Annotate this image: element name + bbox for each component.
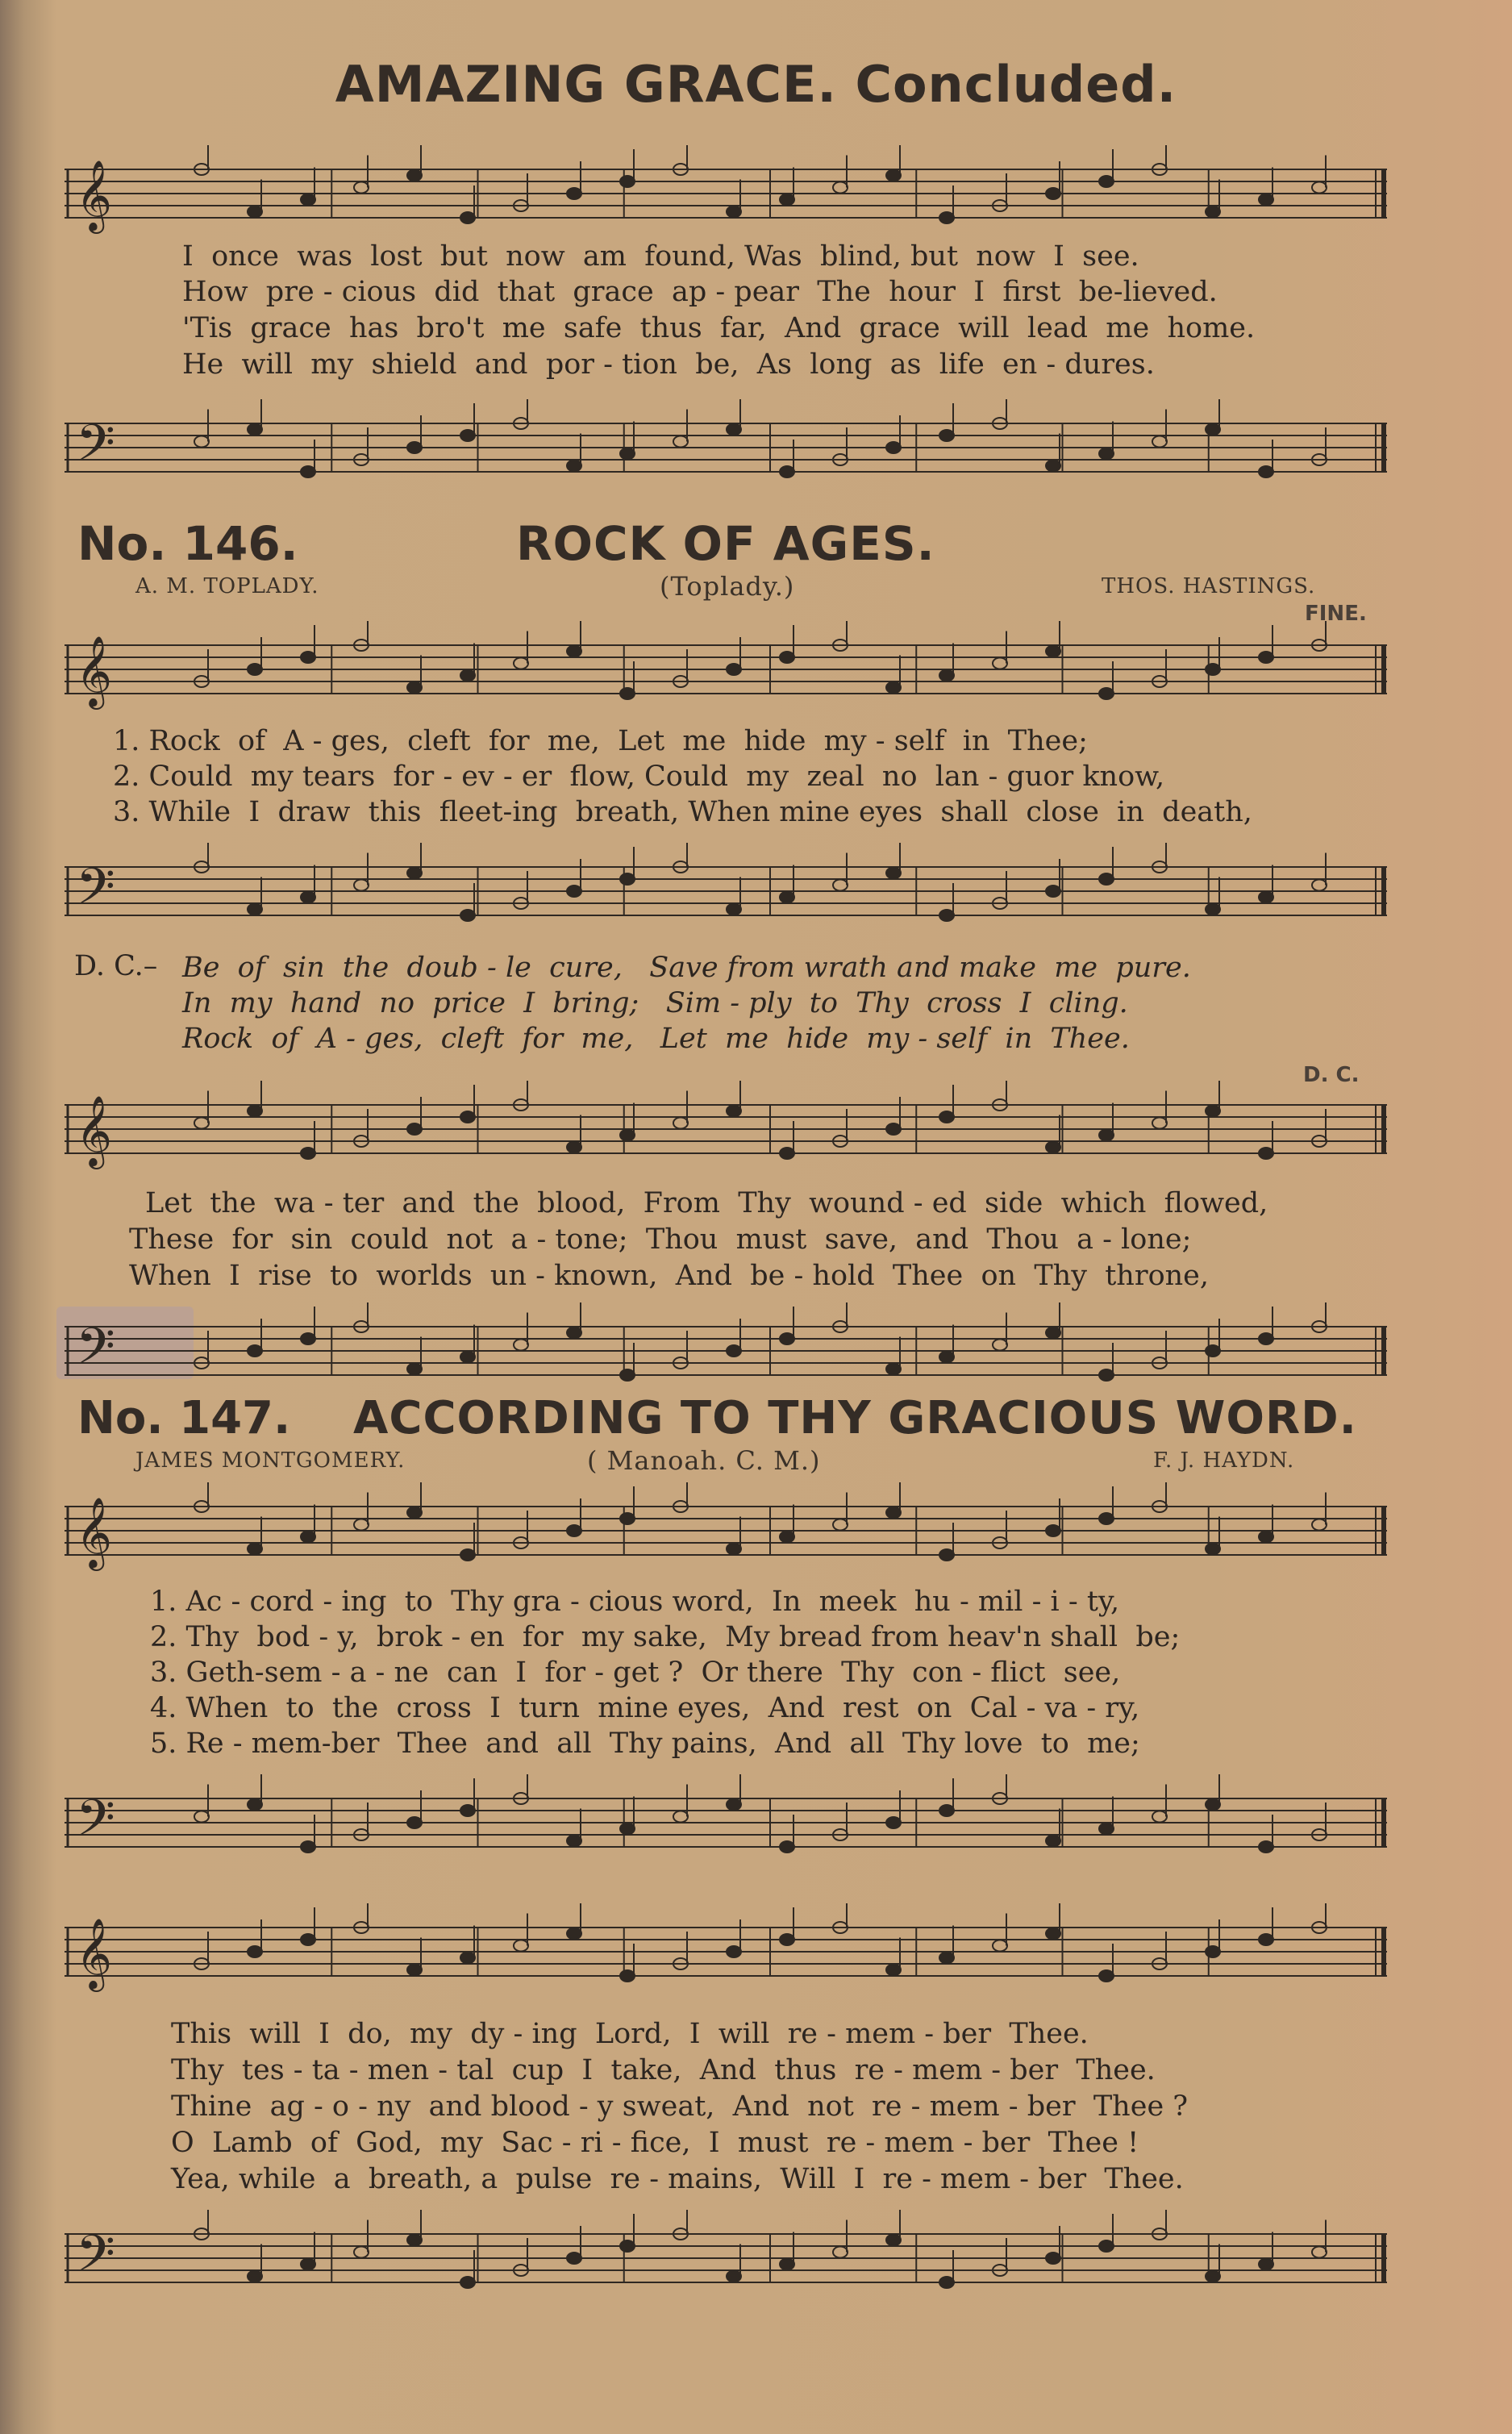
gracious-verse-2-line-4: O Lamb of God, my Sac - ri - fice, I must re - mem - ber Thee ! (171, 2127, 1139, 2159)
note-head (1206, 1544, 1220, 1555)
note-head (780, 2259, 794, 2270)
note-head (194, 1118, 209, 1129)
note-head (248, 1946, 262, 1957)
note-head (1099, 688, 1114, 699)
bass-staff-gracious-word-1 (65, 1774, 1395, 1871)
note-head (1046, 1327, 1060, 1339)
gracious-verse-3: 3. Geth-sem - a - ne can I for - get ? Or there Thy con - flict see, (150, 1657, 1121, 1689)
note-head (727, 1544, 741, 1555)
note-head (727, 1106, 741, 1117)
note-head (1046, 646, 1060, 657)
clef-icon: 𝄢 (76, 1788, 115, 1860)
note-head (620, 1130, 635, 1141)
note-head (354, 182, 369, 194)
note-head (727, 904, 741, 915)
note-head (248, 206, 262, 218)
note-head (1259, 194, 1273, 206)
note-head (939, 212, 954, 223)
note-head (460, 1805, 475, 1816)
note-head (460, 212, 475, 223)
note-head (1206, 424, 1220, 436)
note-head (567, 461, 581, 472)
note-head (248, 1106, 262, 1117)
hymn-147-tune: ( Manoah. C. M.) (587, 1445, 821, 1476)
note-head (1046, 188, 1060, 199)
staff-lines (65, 1774, 1395, 1871)
note-head (1259, 1934, 1273, 1945)
clef-icon: 𝄢 (76, 413, 115, 485)
note-head (354, 2247, 369, 2258)
page-title: AMAZING GRACE. Concluded. (335, 55, 1177, 114)
note-head (886, 1123, 901, 1135)
note-head (1259, 892, 1273, 903)
note-head (727, 424, 741, 436)
note-head (354, 880, 369, 891)
note-head (1206, 206, 1220, 218)
rock-verse-2-line-1: Let the wa - ter and the blood, From Thy wound - ed side which flowed, (145, 1187, 1268, 1219)
staff-lines (65, 621, 1395, 718)
note-head (1099, 1130, 1114, 1141)
note-head (1259, 1333, 1273, 1344)
bass-staff-rock-of-ages-2 (65, 1302, 1395, 1399)
note-head (673, 1811, 688, 1823)
note-head (993, 1340, 1007, 1351)
note-head (1206, 904, 1220, 915)
note-head (727, 1946, 741, 1957)
rock-verse-2: 2. Could my tears for - ev - er flow, Could my zeal no lan - guor know, (113, 761, 1165, 793)
note-head (301, 194, 315, 206)
hymn-146-title: ROCK OF AGES. (516, 516, 935, 571)
clef-icon: 𝄢 (76, 1316, 115, 1388)
note-head (1152, 436, 1167, 448)
clef-icon: 𝄞 (76, 159, 112, 231)
hymn-146-number: No. 146. (77, 516, 298, 571)
note-head (407, 1507, 422, 1519)
note-head (620, 873, 635, 885)
note-head (1046, 461, 1060, 472)
note-head (460, 670, 475, 681)
note-head (301, 1148, 315, 1159)
note-head (780, 1841, 794, 1853)
note-head (1099, 1823, 1114, 1835)
note-head (620, 1970, 635, 1982)
hymn-147-title: ACCORDING TO THY GRACIOUS WORD. (353, 1392, 1357, 1444)
note-head (620, 1513, 635, 1524)
note-head (1312, 182, 1327, 194)
note-head (1099, 176, 1114, 187)
note-head (727, 664, 741, 675)
amazing-grace-verse-3: 'Tis grace has bro't me safe thus far, And grace will lead me home. (182, 312, 1256, 344)
note-head (620, 1369, 635, 1381)
note-head (1312, 2247, 1327, 2258)
staff-lines (65, 1081, 1395, 1177)
amazing-grace-verse-1: I once was lost but now am found, Was blind, but now I see. (182, 240, 1139, 273)
gracious-verse-4: 4. When to the cross I turn mine eyes, And rest on Cal - va - ry, (150, 1692, 1140, 1724)
amazing-grace-verse-2: How pre - cious did that grace ap - pear The hour I first be-lieved. (182, 276, 1218, 308)
note-head (354, 1519, 369, 1531)
note-head (1259, 1841, 1273, 1853)
note-head (194, 436, 209, 448)
staff-lines (65, 843, 1395, 940)
clef-icon: 𝄞 (76, 1917, 112, 1989)
note-head (620, 1823, 635, 1835)
note-head (248, 1544, 262, 1555)
treble-staff-gracious-word-1 (65, 1482, 1395, 1579)
note-head (886, 868, 901, 879)
note-head (248, 424, 262, 436)
note-head (1046, 886, 1060, 897)
note-head (886, 1507, 901, 1519)
gracious-verse-2-line-5: Yea, while a breath, a pulse re - mains, Will I re - mem - ber Thee. (171, 2163, 1184, 2195)
note-head (1046, 1836, 1060, 1847)
note-head (780, 466, 794, 477)
note-head (673, 1118, 688, 1129)
note-head (407, 442, 422, 453)
note-head (301, 2259, 315, 2270)
note-head (1259, 466, 1273, 477)
note-head (248, 2271, 262, 2282)
dc-line-2: In my hand no price I bring; Sim - ply to Thy cross I cling. (182, 987, 1128, 1019)
note-head (886, 170, 901, 181)
note-head (460, 910, 475, 921)
note-head (248, 904, 262, 915)
note-head (301, 1934, 315, 1945)
note-head (1206, 664, 1220, 675)
note-head (993, 658, 1007, 669)
note-head (407, 682, 422, 694)
note-head (833, 880, 848, 891)
note-head (248, 1345, 262, 1357)
gracious-verse-2: 2. Thy bod - y, brok - en for my sake, My bread from heav'n shall be; (150, 1621, 1181, 1653)
note-head (886, 442, 901, 453)
note-head (939, 670, 954, 681)
staff-lines (65, 1482, 1395, 1579)
note-head (833, 1519, 848, 1531)
note-head (567, 1836, 581, 1847)
clef-icon: 𝄞 (76, 1094, 112, 1166)
rock-verse-1: 1. Rock of A - ges, cleft for me, Let me hide my - self in Thee; (113, 725, 1088, 757)
note-head (1099, 1970, 1114, 1982)
note-head (567, 886, 581, 897)
note-head (833, 182, 848, 194)
note-head (194, 1811, 209, 1823)
gracious-verse-2-line-2: Thy tes - ta - men - tal cup I take, And thus re - mem - ber Thee. (171, 2054, 1156, 2086)
staff-lines (65, 1302, 1395, 1399)
note-head (780, 892, 794, 903)
dc-line-1: Be of sin the doub - le cure, Save from wrath and make me pure. (182, 952, 1191, 984)
rock-verse-3: 3. While I draw this fleet-ing breath, When mine eyes shall close in death, (113, 796, 1252, 828)
note-head (939, 430, 954, 441)
note-head (567, 2253, 581, 2264)
clef-icon: 𝄞 (76, 635, 112, 706)
fine-mark: FINE. (1305, 602, 1367, 626)
note-head (886, 682, 901, 694)
note-head (1259, 1148, 1273, 1159)
note-head (939, 1549, 954, 1561)
note-head (886, 2235, 901, 2246)
note-head (939, 2277, 954, 2288)
bass-staff-amazing-grace (65, 399, 1395, 496)
note-head (780, 194, 794, 206)
note-head (1099, 448, 1114, 460)
note-head (567, 188, 581, 199)
clef-icon: 𝄢 (76, 2224, 115, 2295)
note-head (514, 1940, 528, 1952)
note-head (1152, 1118, 1167, 1129)
note-head (460, 1111, 475, 1123)
note-head (620, 688, 635, 699)
note-head (301, 892, 315, 903)
staff-lines (65, 399, 1395, 496)
note-head (514, 658, 528, 669)
hymn-146-author: A. M. TOPLADY. (135, 574, 319, 598)
rock-verse-2-line-2: These for sin could not a - tone; Thou must save, and Thou a - lone; (129, 1223, 1192, 1256)
note-head (939, 910, 954, 921)
hymn-147-composer: F. J. HAYDN. (1153, 1448, 1295, 1473)
note-head (1206, 1345, 1220, 1357)
note-head (407, 868, 422, 879)
note-head (407, 1364, 422, 1375)
dc-mark: D. C. (1303, 1063, 1360, 1087)
treble-staff-gracious-word-2 (65, 1903, 1395, 2000)
treble-staff-amazing-grace (65, 145, 1395, 242)
note-head (1099, 1369, 1114, 1381)
note-head (1046, 1142, 1060, 1153)
note-head (567, 646, 581, 657)
amazing-grace-verse-4: He will my shield and por - tion be, As long as life en - dures. (182, 348, 1155, 381)
note-head (1152, 1811, 1167, 1823)
note-head (780, 652, 794, 663)
note-head (939, 1805, 954, 1816)
note-head (620, 176, 635, 187)
note-head (460, 2277, 475, 2288)
note-head (1099, 873, 1114, 885)
note-head (886, 1817, 901, 1828)
note-head (780, 1532, 794, 1543)
note-head (939, 1352, 954, 1363)
note-head (939, 1953, 954, 1964)
note-head (780, 1148, 794, 1159)
dc-label: D. C.– (74, 950, 158, 982)
gracious-verse-2-line-3: Thine ag - o - ny and blood - y sweat, And not re - mem - ber Thee ? (171, 2090, 1189, 2123)
note-head (407, 1123, 422, 1135)
note-head (248, 1799, 262, 1811)
note-head (780, 1934, 794, 1945)
treble-staff-rock-of-ages-2 (65, 1081, 1395, 1177)
note-head (301, 652, 315, 663)
gracious-verse-1: 1. Ac - cord - ing to Thy gra - cious word, In meek hu - mil - i - ty, (150, 1586, 1120, 1618)
note-head (301, 1532, 315, 1543)
note-head (248, 664, 262, 675)
note-head (460, 1953, 475, 1964)
staff-lines (65, 2210, 1395, 2307)
note-head (886, 1364, 901, 1375)
note-head (1206, 1799, 1220, 1811)
note-head (301, 1841, 315, 1853)
note-head (301, 466, 315, 477)
note-head (1046, 2253, 1060, 2264)
note-head (567, 1928, 581, 1940)
hymn-147-number: No. 147. (77, 1392, 291, 1444)
note-head (620, 448, 635, 460)
dc-line-3: Rock of A - ges, cleft for me, Let me hide my - self in Thee. (182, 1023, 1130, 1055)
clef-icon: 𝄢 (76, 856, 115, 928)
note-head (567, 1327, 581, 1339)
note-head (460, 1352, 475, 1363)
note-head (727, 206, 741, 218)
note-head (939, 1111, 954, 1123)
note-head (1206, 1106, 1220, 1117)
note-head (727, 1799, 741, 1811)
rock-verse-2-line-3: When I rise to worlds un - known, And be - hold Thee on Thy throne, (129, 1260, 1210, 1292)
note-head (1099, 1513, 1114, 1524)
note-head (407, 170, 422, 181)
note-head (1206, 1946, 1220, 1957)
note-head (1312, 880, 1327, 891)
gracious-verse-5: 5. Re - mem-ber Thee and all Thy pains, And all Thy love to me; (150, 1728, 1140, 1760)
hymn-146-tune: (Toplady.) (660, 571, 795, 602)
note-head (514, 1340, 528, 1351)
note-head (407, 1817, 422, 1828)
bass-staff-rock-of-ages-1 (65, 843, 1395, 940)
note-head (673, 436, 688, 448)
clef-icon: 𝄞 (76, 1496, 112, 1568)
note-head (620, 2240, 635, 2252)
note-head (460, 1549, 475, 1561)
note-head (886, 1965, 901, 1976)
note-head (301, 1333, 315, 1344)
note-head (727, 1345, 741, 1357)
note-head (1259, 1532, 1273, 1543)
note-head (1099, 2240, 1114, 2252)
note-head (833, 2247, 848, 2258)
hymn-146-composer: THOS. HASTINGS. (1102, 574, 1316, 598)
bass-staff-gracious-word-2 (65, 2210, 1395, 2307)
note-head (407, 2235, 422, 2246)
note-head (993, 1940, 1007, 1952)
note-head (1206, 2271, 1220, 2282)
note-head (460, 430, 475, 441)
treble-staff-rock-of-ages-1 (65, 621, 1395, 718)
note-head (1259, 652, 1273, 663)
staff-lines (65, 1903, 1395, 2000)
note-head (1259, 2259, 1273, 2270)
note-head (1046, 1525, 1060, 1536)
note-head (727, 2271, 741, 2282)
gracious-verse-2-line-1: This will I do, my dy - ing Lord, I will re - mem - ber Thee. (171, 2018, 1089, 2050)
note-head (407, 1965, 422, 1976)
note-head (1312, 1519, 1327, 1531)
note-head (567, 1142, 581, 1153)
note-head (1046, 1928, 1060, 1940)
staff-lines (65, 145, 1395, 242)
note-head (780, 1333, 794, 1344)
note-head (567, 1525, 581, 1536)
hymn-147-author: JAMES MONTGOMERY. (135, 1448, 406, 1473)
